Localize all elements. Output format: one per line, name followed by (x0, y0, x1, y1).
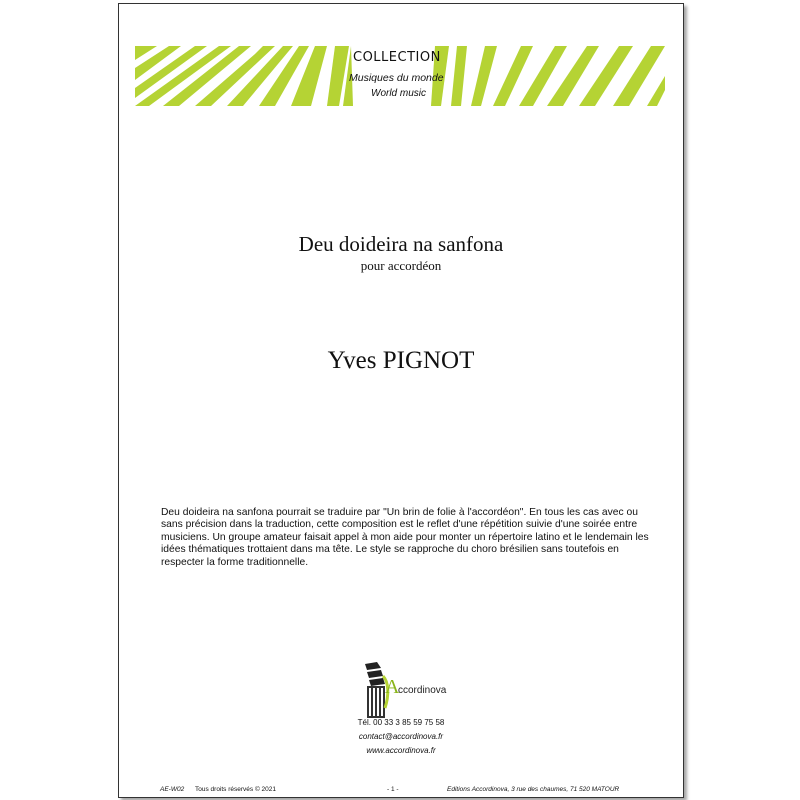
score-cover-page (118, 3, 684, 798)
collection-subtitle-en: World music (371, 88, 427, 99)
footer-address: Editions Accordinova, 3 rue des chaumes, 71 520 MATOUR (447, 786, 620, 793)
logo-letter: A (385, 676, 400, 698)
footer-page-number: - 1 - (387, 786, 399, 793)
contact-block (119, 716, 683, 758)
composer-name: Yves PIGNOT (327, 347, 475, 374)
collection-heading: COLLECTION (353, 50, 441, 65)
footer-rights: Tous droits réservés © 2021 (195, 786, 277, 793)
contact-email[interactable]: contact@accordinova.fr (358, 732, 444, 741)
work-instrument: pour accordéon (360, 258, 442, 273)
banner-stripes-left (135, 46, 353, 106)
work-title: Deu doideira na sanfona (298, 232, 504, 256)
contact-website[interactable]: www.accordinova.fr (366, 746, 436, 755)
collection-subtitle-fr: Musiques du monde (349, 72, 444, 84)
banner-stripes-right (431, 46, 665, 106)
logo-wordmark: ccordinova (398, 685, 447, 696)
accordinova-logo (363, 662, 449, 720)
footer-reference: AE-W02 (160, 786, 185, 793)
work-description: Deu doideira na sanfona pourrait se traduire par "Un brin de folie à l'accordéon". En tous les cas avec ou sans précision dans la traduction, cette composition est le reflet d'une répétition suivie d'une soirée entre musiciens. Un groupe amateur faisait appel à mon aide pour monter un répertoire latino et le lendemain les idées thématiques trottaient dans ma tête. Le style se rapproche du choro brésilien sans toutefois en respecter la forme traditionnelle. (161, 507, 649, 568)
contact-phone: Tél. 00 33 3 85 59 75 58 (357, 718, 445, 727)
